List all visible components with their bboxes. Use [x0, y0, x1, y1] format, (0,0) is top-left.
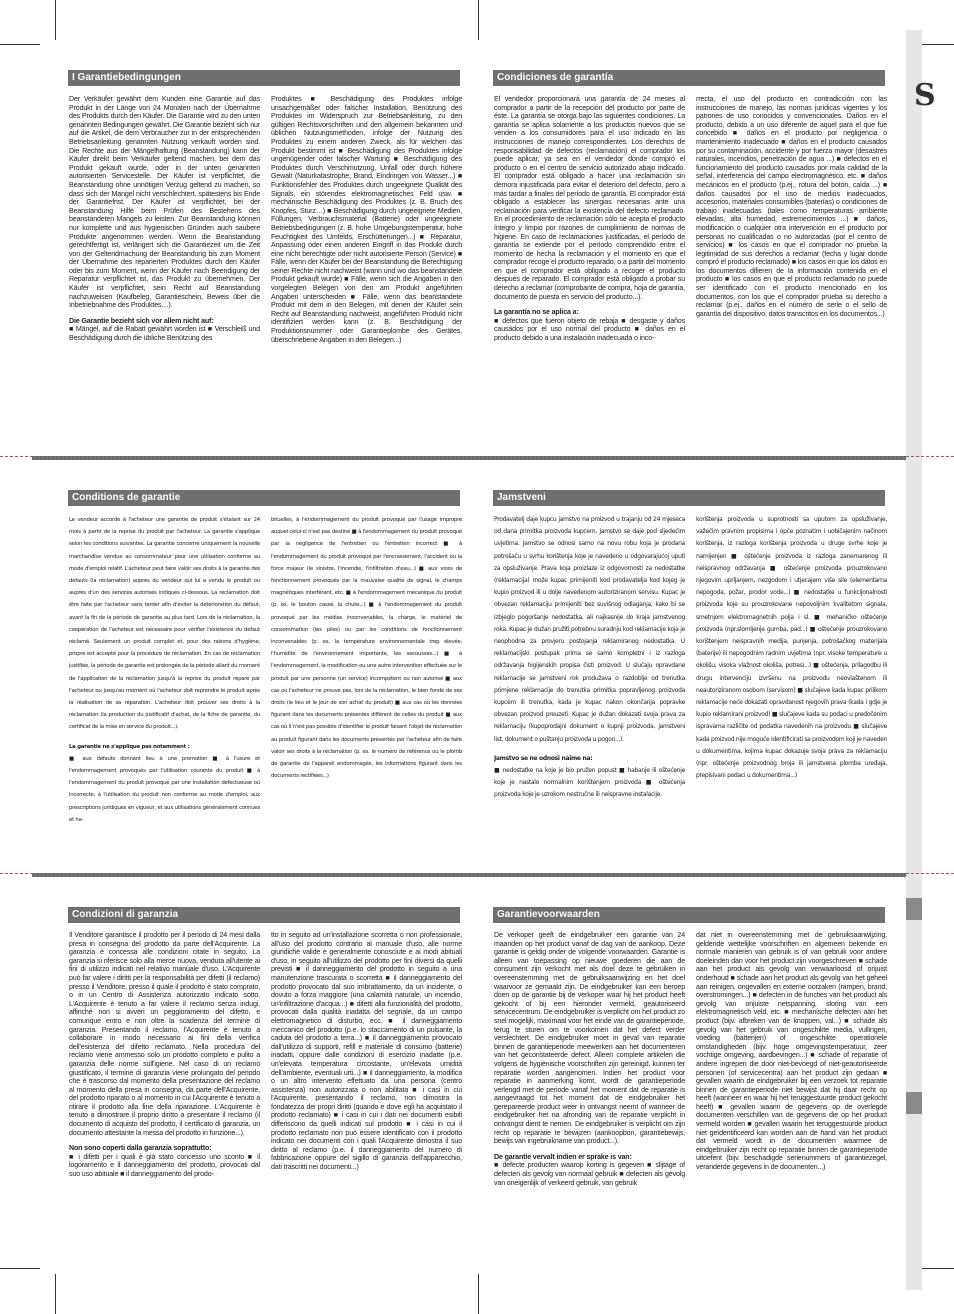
- crop-mark: [0, 1268, 40, 1269]
- paragraph: ■ Mängel, auf die Rabatt gewährt worden ist ■ Verschleiß und Beschädigung durch die übliche Benützung des: [69, 325, 260, 343]
- paragraph: ■ defecte producten waarop korting is gegeven ■ slijtage of defecten als gevolg van normaal gebruik ■ defecten als gevolg van oneigenlijk of verkeerd gebruik, van gebruik: [494, 1161, 685, 1187]
- section-text-nl-col1: [494, 931, 685, 1281]
- paragraph: ■ nedostatke na koje je bio pružen popust ■ habanje ili oštećenje koje je nastalo normalnim korištenjem proizvoda ■ oštećenja proizvoda koje je uzrokom nestručne ili neispravne instalacije,: [494, 767, 685, 799]
- crop-mark: [55, 1274, 56, 1314]
- paragraph: Il Venditore garantisce il prodotto per il periodo di 24 mesi dalla presa in consegna del prodotto da parte dell'Acquirente. La garanzia è concessa alle condizioni citate in seguito. La garanzia si riferisce solo alla merce nuova, venduta all'utente ai fini di utilizzo indicati nel relativo manuale d'uso. L'Acquirente può far valere i diritti per la responsabilità per difetti (il reclamo) presso il Venditore, presso il quale il prodotto è stato comprato, o in un Centro di Assistenza autorizzato indicato sotto. L'Acquirente è tenuto a far valere il reclamo senza indugi, affinché non si avveri un peggioramento del difetto, e comunque entro e non oltre la scadenza del termine di garanzia. Presentando il reclamo, l'Acquirente è tenuto a collaborare in modo necessario ai fini della verifica dell'esistenza del difetto reclamato. Nella procedura del reclamo viene ammesso solo un prodotto completo e pulito a garanzia delle norme sull'igiene. Nel caso di un reclamo giustificato, il termine di garanzia viene prolungato del periodo che è trascorso dal momento della presentazione del reclamo al momento della presa in consegna, da parte dell'Acquirente, del prodotto riparato o al momento in cui l'Acquirente è tenuto a ritirare il prodotto alla fine della riparazione. L'Acquirente è tenuto a dimostrare il proprio diritto a presentare il reclamo (il documento di acquisto del prodotto, il certificato di garanzia, un documento attestante la messa del prodotto in funzione...).: [69, 931, 260, 1137]
- side-tab-marker: [906, 898, 922, 920]
- paragraph: Produktes ■ Beschädigung des Produktes infolge unsachgemäßer oder falscher Installation, Benützung des Produktes im Widerspruch zur Betriebsanleitung, zu den gültigen Rechtsvorschriften und den allgemein bekannten und üblichen Nutzungsmethoden, infolge der Nutzung des Produktes zu einem anderen Zweck, als für welchen das Produkt bestimmt ist ■ Beschädigung des Produktes infolge ungenügender oder falscher Wartung ■ Beschädigung des Produktes durch Verschmutzung, Unfall oder durch höhere Gewalt (Naturkatastrophe, Brand, Eindringen von Wasser...) ■ Funktionsfehler des Produktes durch ungeeignete Qualität des Signals, ein störendes elektromagnetisches Feld usw. ■ mechanische Beschädigung des Produktes (z. B. Bruch des Knopfes, Sturz…) ■ Beschädigung durch ungeeignete Medien, Füllungen, Verbrauchsmaterial (Batterie) oder ungeeignete Betriebsbedingungen (z. B. hohe Umgebungstemperatur, hohe Feuchtigkeit des Umfelds, Erschütterungen...) ■ Reparatur, Anpassung oder einen anderen Eingriff in das Produkt durch eine nicht berechtigte oder nicht autorisierte Person (Service) ■ Fälle, wenn der Käufer bei der Beanstandung die Berechtigung seiner Rechte nicht nachweist (wann und wo das beanstandete Produkt gekauft wurde) ■ Fälle, wenn sich die Angaben in den vorgelegten Belegen von den am Produkt angeführten Angaben unterscheiden ■ Fälle, wenn das beanstandete Produkt mit dem in den Belegen, mit denen der Käufer sein Recht auf Beanstandung nachweist, angeführten Produkt nicht identifiziert werden kann (z. B. Beschädigung der Produktionsnummer oder Garantieplombe des Gerätes, überschriebene Angaben in den Belegen...): [271, 95, 462, 344]
- section-text-nl-col2: [696, 931, 887, 1281]
- section-text-de-col2: [271, 95, 462, 430]
- crop-mark: [0, 44, 40, 45]
- paragraph: ■ defectos que fueron objeto de rebaja ■ desgaste y daños causados por el uso normal del producto ■ daños en el producto debido a una instalación inadecuada o inco-: [494, 316, 685, 343]
- section-text-es-col2: [696, 95, 887, 430]
- section-divider-bar: [32, 873, 906, 877]
- section-title-nl: Garantievoorwaarden: [493, 907, 885, 923]
- paragraph: tto in seguito ad un'installazione scorretta o non professionale, all'uso del prodotto contrario al manuale d'uso, alle norme giuridiche valide e generalmente conosciute e ai modi abituali d'uso, in seguito all'utilizzo del prodotto per fini diversi da quelli previsti ■ il danneggiamento del prodotto in seguito a una manutenzione trascurata o scorretta ■ il danneggiamento del prodotto provocato dal suo imbrattamento, da un incidente, o dovuto a forza maggiore (una calamità naturale, un incendio, un'infiltrazione d'acqua...) ■ difetti alla funzionalità del prodotto, provocati dalla qualità inadatta del segnale, da un campo elettromagnetico di disturbo, ecc. ■ il danneggiamento meccanico del prodotto (p.e. lo staccamento di un pulsante, la caduta del prodotto a terra...) ■ il danneggiamento provocato dall'utilizzo di supporti, refill e materiale di consumo (batterie) inadatti, oppure dalle condizioni di esercizio inadatte (p.e. un'elevata temperatura circostante, un'elevata umidità dell'ambiente, eventuali urti...) ■ il danneggiamento, la modifica o un altro intervento effettuato da una persona (centro assistenza) non autorizzata o non abilitata ■ i casi in cui l'Acquirente, presentando il reclamo, non dimostra la fondatezza dei propri diritti (quando e dove egli ha acquistato il prodotto reclamato) ■ i casi in cui i dati nei documenti esibiti differiscono da quelli indicati sul prodotto ■ i casi in cui il prodotto reclamato non può essere identificato con il prodotto indicato nei documenti con i quali l'Acquirente dimostra il suo diritto al reclamo (p.e. il danneggiamento del numero di fabbricazione oppure del sigillo di garanzia dell'apparecchio, dati trascritti nei documenti...): [271, 931, 462, 1172]
- section-title-de: I Garantiebedingungen: [68, 70, 460, 86]
- exclusions-heading: Die Garantie bezieht sich vor allem nicht auf:: [69, 316, 214, 325]
- paragraph: bituelles, à l'endommagement du produit provoqué par l'usage impropre auquel celui-ci n'est pas destiné ■ à l'endommagement du produit provoqué par la négligence de l'entretien ou l'entretien incorrect ■ à l'endommagement du produit provoqué par l'encrassement, l'accident ou la force majeur (le sinistre, l'incendie, l'infiltration d'eau...) ■ aux vices de fonctionnement provoqués par la mauvaise qualité de signal, le champs magnétiques interférant, etc. ■ à l'endommagement mécanique du produit (p. ex. le bouton cassé, la chute...) ■ à l'endommagement du produit provoqué par les médias inconvenables, la charge, le matériel de consommation (les piles) ou par les conditions de fonctionnement inconvenables (p. ex. la température environnementale trop élevée, l'humidité de l'environnement importante, les secousses...) ■ à l'endommagement, la modification ou une autre intervention effectuée sur le produit par une personne (un service) incompétent ou non autorisé ■ aux cas où l'acheteur ne prouve pas, lors de la réclamation, le bien fondé de ses droits (le lieu et le jour de son achat du produit) ■ aux cas où les données figurant dans les documents présentés diffèrent de celles du produit ■ aux cas où il n'est pas possible d'identifier le produit faisant l'objet de réclamation au produit figurant dans les documents présentés par l'acheteur afin de faire valoir ses droits à la réclamation (p. ex. le numéro de référence ou le plomb de garantie de l'appareil endommagés, les informations figurant dans les documents rectifiées...): [271, 517, 462, 780]
- paragraph: ■ aux défauts donnant lieu à une promotion ■ à l'usure et l'endommagement provoqués par l'utilisation courante du produit ■ à l'endommagement du produit provoqué par une installation défectueuse où incorrecte, à l'utilisation du produit non conforme au mode d'emploi, aux prescriptions juridiques en vigueur, et aux utilisations généralement connues et ha-: [69, 755, 260, 823]
- paragraph: Prodavatelj daje kupcu jamstvo na proizvod u trajanju od 24 mjeseca od dana primitka proizvoda kupcem. Jamstvo se daje pod sljedećim uvjetima. Jamstvo se odnosi samo na novu robu koja je prodana potrošaču u svrhu korištenja koje je navedeno u odgovarajućoj uputi za opsluživanje. Prava koja proizlaze iz odgovornosti za nedostatke (reklamacija) može kupac primijeniti kod prodavatelja kod kojeg je kupio proizvod ili u dolje navedenom autoriziranom servisu. Kupac je obvezan reklamaciju primijeniti bez suvišnog odlaganja, kako bi se izbjeglo pogoršanje nedostatka, ali najkasnije do kraja jamstvenog roka. Kupac je dužan pružiti potrebnu suradnju kod reklamacije koja je neophodna za provjeru postojanja reklamiranog nedostatka. U reklamacijski postupak prima se samo kompletni i iz razloga održavanja higijenskih propisa čisti proizvod. U slučaju opravdane reklamacije se jamstveni rok produžava o razdoblje od trenutka primjene reklamacije do trenutka primitka popravljenog proizvoda kupcem ili trenutka, kada je kupac nakon okončanja popravke obvezan proizvod preuzeti. Kupac je dužan dokazati svoja prava za reklamaciju (kupoprodajni dokument o kupnji proizvoda, jamstveni list, dokument o puštanju proizvoda u pogon...).: [494, 516, 685, 743]
- paragraph: El vendedor proporcionará una garantía de 24 meses al comprador a partir de la recepción del producto por parte de éste. La garantía se otorga bajo las siguientes condiciones. La garantía se aplica solamente a los productos nuevos que se venden a los consumidores para el uso indicado en las instrucciones de manejo correspondientes. Los derechos de responsabilidad de defectos (reclamación) el comprador los puede aplicar, ya sea en el vendedor donde compró el producto o en el centro de servicio autorizado abajo indicado. El comprador está obligado a hacer una reclamación sin demora injustificada para evitar el deterioro del defecto, pero a más tardar a finales del período de garantía. El comprador está obligado a establecer las sinergias necesarias ante una reclamación para verificar la existencia del defecto reclamado. En el procedimiento de reclamación sólo se acepta el producto íntegro y limpio por razones de cumplimiento de normas de higiene. En caso de reclamaciones justificadas, el período de garantía se extiende por el período comprendido entre el momento de hecha la reclamación y el momento en que el comprador recoge el producto reparado, o a partir del momento en que el comprador está obligado a recoger el producto después de reparado. El comprador está obligado a probar su derecho a reclamar (comprobante de compra, hoja de garantía, documento de puesta en servicio del producto...).: [494, 95, 685, 301]
- section-title-fr: Conditions de garantie: [68, 490, 460, 506]
- section-text-fr-col1: [69, 514, 260, 844]
- exclusions-heading: Jamstvo se ne odnosi naime na:: [494, 754, 593, 762]
- paragraph: korištenja proizvoda u suprotnosti sa uputom za opsluživanje, važećim pravnim propisima i opće poznatim i uobičajenim načinom korištenja, iz razloga korištenja proizvoda u druge svrhe koje je namijenjen ■ oštećenje proizvoda iz razloga zanemarenog ili neispravnog održavanja ■ oštećenje proizvoda prouzrokovano njegovim uprljanjem, nezgodom i utjecajem više sile (elementarna nepogoda, požar, prodor vode...) ■ nedostatke u funkcijonalnosti proizvoda koje su prouzrokovane nepovoljnim kvalitetom signala, smetnjom elektromagnetnih polja i sl. ■ mehaničko oštećenje proizvoda (npr.slomljenje gumba, pad...) ■ oštećenje prouzrokovano korištenjem neispravnih medija, punjenja, potrošačkog materijala (baterije) ili nepogodnim radnim uvjetima (npr. visoke temperature u okolišu, visoka vlažnost okoliša, potresi...) ■ oštećenja, prilagodbu ili drugu intervenciju izvršenu na proizvodu neovlaštenom ili neautoriziranom osobom (servisom) ■ slučajeve kada kupac prilikom reklamacije neće dokazati opravdanost njegovih prava (kada i gdje je kupio reklamirani proizvod) ■ slučajeve kada su podaci u predočenim ispravama različite od podatka navedenih na proizvodu ■ slučajeve kada proizvod nije moguće identificirati sa proizvodom koji je naveden u dokumentima, kojima kupac dokazuje svoja prava za reklamaciju (npr. oštećenje proizvodnog broja ili jamstvena plomba uređaja, prepisivani podaci u dokumentima...): [696, 516, 887, 780]
- exclusions-heading: Non sono coperti dalla garanzia soprattutto:: [69, 1144, 212, 1153]
- exclusions-heading: La garantía no se aplica a:: [494, 308, 579, 317]
- section-text-hr-col1: [494, 514, 685, 844]
- exclusions-heading: La garantie ne s'applique pas notamment :: [69, 743, 190, 750]
- paragraph: De verkoper geeft de eindgebruiker een garantie van 24 maanden op het product vanaf de dag van de aankoop. Deze garantie is geldig onder de volgende voorwaarden. Garantie is alleen van toepassing op nieuwe goederen die aan de consument zijn verkocht met als doel deze te gebruiken in overeenstemming met de gebruiksaanwijzing en het doel waarvoor ze gemaakt zijn. De eindgebruiker kan een beroep doen op de garantie bij de verkoper waar hij het product heeft gekocht of bij een hieronder vermeld, geautoriseerd servicecentrum. De eindgebruiker is verplicht om het product zo snel mogelijk, maximaal voor het einde van de garantieperiode, terug te sturen om te voorkomen dat het defect verder verslechtert. De eindgebruiker moet in geval van reparatie binnen de garantieperiode meewerken aan het documenteren van het geconstateerde defect. Alleen complete artikelen die volgens de hygiënische voorschriften zijn gereinigd, kunnen ter reparatie worden aangenomen. Indien het product voor reparatie in aanmerking komt, wordt de garantieperiode verlengd met de periode vanaf het moment dat de reparatie is aangevraagd tot het moment dat de eindgebruiker het gerepareerde product weer in ontvangst neemt of wanneer de eindgebruiker het na afronding van de reparatie verplicht in ontvangst dient te nemen. De eindgebruiker is verplicht om zijn recht op reparatie te bewijzen (aankoopbon, garantiebewijs, bewijs van ingebruikname van product...).: [494, 931, 685, 1146]
- section-text-hr-col2: [696, 514, 887, 844]
- crop-mark: [478, 1274, 479, 1314]
- crop-mark: [478, 0, 479, 40]
- paragraph: rrecta, el uso del producto en contradicción con las instrucciones de manejo, las normas jurídicas vigentes y los patrones de uso conocidos y convencionales. Daños en el producto, debido a un uso diferente de aquel para el que fue concebido ■ daños en el producto por negligencia o mantenimiento inadecuado ■ daños en el producto causados por su contaminación, accidente y por fuerza mayor (desastres naturales, incendios, penetración de agua ...) ■ defectos en el funcionamiento del producto causados por mala calidad de la señal, interferencia del campo electromagnético, etc. ■ daños mecánicos en el producto (p.ej., rotura del botón, caída ...) ■ daños causados por el uso de medios inadecuados, accesorios, materiales consumibles (baterías) o condiciones de trabajo inadecuadas (tales como temperaturas ambiente elevadas, alta humedad, estremecimientos ...) ■ daños, modificación o cualquier otra intervención en el producto por personas no cualificadas o no autorizadas (por el centro de servicios) ■ los casos en que el comprador no prueba la legitimidad de sus derechos a reclamar (fecha y lugar donde compró el producto reclamado) ■ los casos en que los datos en los documentos difieren de la información contenida en el producto ■ los casos en que el producto reclamado no puede ser identificado con el producto mencionado en los documentos, con los que el comprador prueba su derecho a reclamar (p.ej., daños en el número de serie o el sello de garantía del dispositivo, datos transcritos en los documentos...): [696, 95, 887, 318]
- section-text-fr-col2: [271, 514, 462, 844]
- section-title-hr: Jamstveni: [493, 490, 885, 506]
- section-text-it-col2: [271, 931, 462, 1281]
- crop-mark: [55, 0, 56, 40]
- side-tab-strip: [906, 30, 922, 1290]
- paragraph: ■ i difetti per i quali è già stato concesso uno sconto ■ il logoramento e il danneggiamento del prodotto, provocati dal suo uso abituale ■ il danneggiamento del prodo-: [69, 1152, 260, 1179]
- section-title-it: Condizioni di garanzia: [68, 907, 460, 923]
- section-text-it-col1: [69, 931, 260, 1281]
- section-title-es: Condiciones de garantía: [493, 70, 885, 86]
- paragraph: Le vendeur accorde à l'acheteur une garantie de produit s'étalant sur 24 mois à partir de la reprise du produit par l'acheteur. La garantie s'applique selon les conditions suivantes. La garantie concerne uniquement la nouvelle marchandise vendue au consommateur pour une utilisation conforme au mode d'emploi relatif. L'acheteur peut faire valoir ses droits à la garantie des défauts (la réclamation) auprès du vendeur qui lui a vendu le produit ou auprès d'un des services autorisés indiqués ci-dessous. La réclamation doit être faite par l'acheteur sans tarder afin d'éviter la détérioration du défaut, avant la fin de la période de garantie au plus tard. Lors de la réclamation, la coopération de l'acheteur est nécessaire pour vérifier l'existence du défaut réclamé. Seulement un produit complet et, pour des raisons d'hygiène, propre est accepté pour la procédure de réclamation. En cas de réclamation justifiée, la période de garantie est prolongée de la période allant du moment de l'application de la réclamation jusqu'à la reprise du produit réparé par l'acheteur ou jusqu'au moment où l'acheteur doit reprendre le produit après la réalisation de sa réparation. L'acheteur doit prouver ses droits à la réclamation (la production du justificatif d'achat, de la fiche de garantie, du certificat de la mise en service du produit...).: [69, 517, 260, 731]
- section-text-es-col1: [494, 95, 685, 430]
- exclusions-heading: De garantie vervalt indien er sprake is van:: [494, 1152, 632, 1161]
- paragraph: Der Verkäufer gewährt dem Kunden eine Garantie auf das Produkt in der Länge von 24 Monaten nach der Übernahme des Produkts durch den Käufer. Die Garantie wird zu den unten genannten Bedingungen gewährt. Die Garantie bezieht sich nur auf die Artikel, die dem Verbraucher zur in der entsprechenden Betriebsanleitung genannten Nutzung verkauft worden sind. Die Rechte aus der Mängelhaftung (Beanstandung) kann der Käufer direkt beim Verkäufer geltend machen, bei dem das Produkt gekauft wurde, oder in der unten genannten autorisierten Servicestelle. Der Käufer ist verpflichtet, die Beanstandung ohne unnötigen Verzug geltend zu machen, so dass sich der Mangel nicht verschlechtert, spätestens bis Ende der Garantiefrist. Der Käufer ist verpflichtet, bei der Beanstandung Hilfe beim Prüfen des Bestehens des beanstandeten Mangels zu leisten. Zur Beanstandung können nur komplette und aus hygienischen Gründen auch saubere Produkte angenommen werden. Wenn die Beanstandung gerechtfertigt ist, verlängert sich die Garantiezeit um die Zeit von der Geltendmachung der Beanstandung bis zum Moment der Übernahme des reparierten Produktes durch den Käufer oder bis zum Moment, wenn der Käufer nach Beendigung der Reparatur verpflichtet ist, das Produkt zu übernehmen. Der Käufer ist verpflichtet, sein Recht auf Beanstandung nachzuweisen (Kaufbeleg, Garantieschein, Beweis über die Inbetriebnahme des Produktes…).: [69, 95, 260, 310]
- side-tab-marker: [906, 1092, 922, 1114]
- paragraph: dat niet in overeenstemming met de gebruiksaanwijzing, geldende wettelijke voorschriften en algemeen bekende en normale manieren van gebruik is of van gebruik voor andere doeleinden dan voor het product zijn voorgeschreven ■ schade aan het product als gevolg van verwaarloosd of onjuist onderhoud ■ schade aan het product als gevolg van het geheel aan reinigen, ongevallen en externe oorzaken (rampen, brand, overstromingen...) ■ defecten in de functies van het product als gevolg van onjuiste netspanning, storing van een elektromagnetisch veld, etc. ■ mechanische defecten aan het product (bijv. afbreken van de knoppen, val...) ■ schade als gevolg van het gebruik van ongeschikte media, vullingen, voeding (batterijen) of ongeschikte operationele omstandigheden (bijv. hoge omgevingstemperatuur, zeer vochtige omgeving, aardbevingen...) ■ schade of reparatie of andere ingrepen die door niet-bevoegd of niet-geautoriseerde personen (of servicecentra) aan het product zijn gedaan ■ gevallen waarin de eindgebruiker bij een verzoek tot reparatie binnen de garantieperiode niet bewijst dat hij daar recht op heeft (wanneer en waar hij het teruggestuurde product gekocht heeft) ■ gevallen waarin de gegevens op de overlegde documenten verschillen van de gegevens die op het product vermeld worden ■ gevallen waarin het teruggestuurde product niet geïdentificeerd kan worden aan de hand van het product dat vermeld wordt in de documenten waarmee de eindgebruiker zijn recht op reparatie binnen de garantieperiode uitoefent (bijv. beschadigde serienummers of garantiezegel, veranderde gegevens in de documenten...): [696, 931, 887, 1172]
- section-divider-bar: [32, 456, 906, 460]
- brand-logo: S: [914, 78, 936, 113]
- section-text-de-col1: [69, 95, 260, 430]
